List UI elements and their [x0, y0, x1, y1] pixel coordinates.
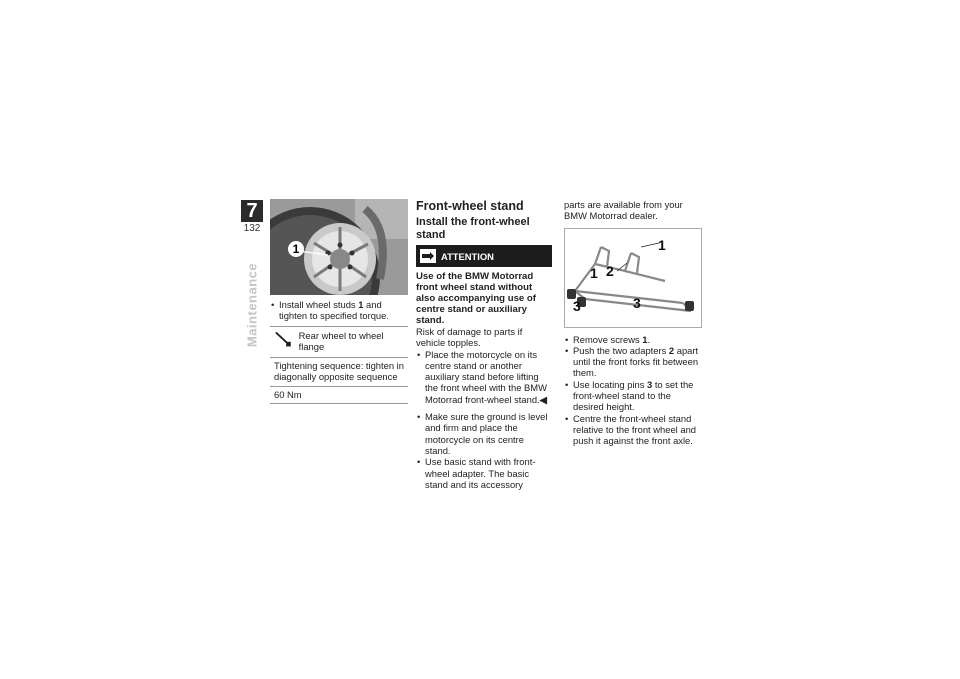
stand-steps [416, 411, 552, 490]
install-steps [270, 299, 408, 322]
adjust-steps [564, 334, 700, 447]
diagram-label: 2 [606, 262, 614, 279]
list-item: • Centre the front-wheel stand relative to the front wheel and push it against the front axle. [564, 413, 700, 447]
spec-row-label: Rear wheel to wheel flange [270, 327, 408, 359]
diagram-label: 3 [573, 297, 581, 314]
list-item: • Use basic stand with front-wheel adapter. The basic stand and its accessory [416, 456, 552, 490]
section-title: Front-wheel stand [416, 199, 524, 213]
subsection-title: Install the front-wheel stand [416, 216, 530, 241]
column-3 [564, 199, 700, 447]
page-number: 132 [243, 223, 261, 234]
warning-steps [416, 349, 552, 405]
spec-row-sequence: Tightening sequence: tighten in diagonally opposite sequence [270, 358, 408, 387]
warning-hand-icon [420, 249, 436, 263]
diagram-label: 1 [590, 264, 598, 281]
wheel-photo [270, 199, 408, 295]
torque-spec-table [270, 326, 408, 404]
front-wheel-stand-illustration [565, 229, 701, 327]
list-item: • Use locating pins 3 to set the front-wheel stand to the desired height. [564, 379, 700, 413]
chapter-number: 7 [241, 200, 263, 222]
spec-row-torque: 60 Nm [270, 387, 408, 404]
list-item: • Place the motorcycle on its centre stand or another auxiliary stand before lifting the front wheel with the BMW Motorrad front-wheel stand.◀ [416, 349, 552, 405]
photo-callout: 1 [288, 241, 304, 257]
continued-text: parts are available from your BMW Motorrad dealer. [564, 199, 683, 222]
attention-banner: ATTENTION [416, 245, 552, 267]
warning-heading: Use of the BMW Motorrad front wheel stand without also accompanying use of centre stand or auxiliary stand. [416, 271, 536, 326]
list-item: • Install wheel studs 1 and tighten to specified torque. [270, 299, 408, 322]
diagram-label: 1 [658, 236, 666, 253]
list-item: • Make sure the ground is level and firm and place the motorcycle on its centre stand. [416, 411, 552, 456]
list-item: • Remove screws 1. [564, 334, 700, 345]
end-marker: ◀ [539, 393, 547, 405]
side-label: Maintenance [244, 262, 260, 348]
column-2 [416, 199, 552, 490]
column-1 [270, 199, 408, 404]
list-item: • Push the two adapters 2 apart until the front forks fit between them. [564, 345, 700, 379]
stand-diagram [564, 228, 702, 328]
torque-wrench-icon [274, 330, 293, 348]
warning-body: Risk of damage to parts if vehicle topples. [416, 326, 523, 349]
diagram-label: 3 [633, 294, 641, 311]
